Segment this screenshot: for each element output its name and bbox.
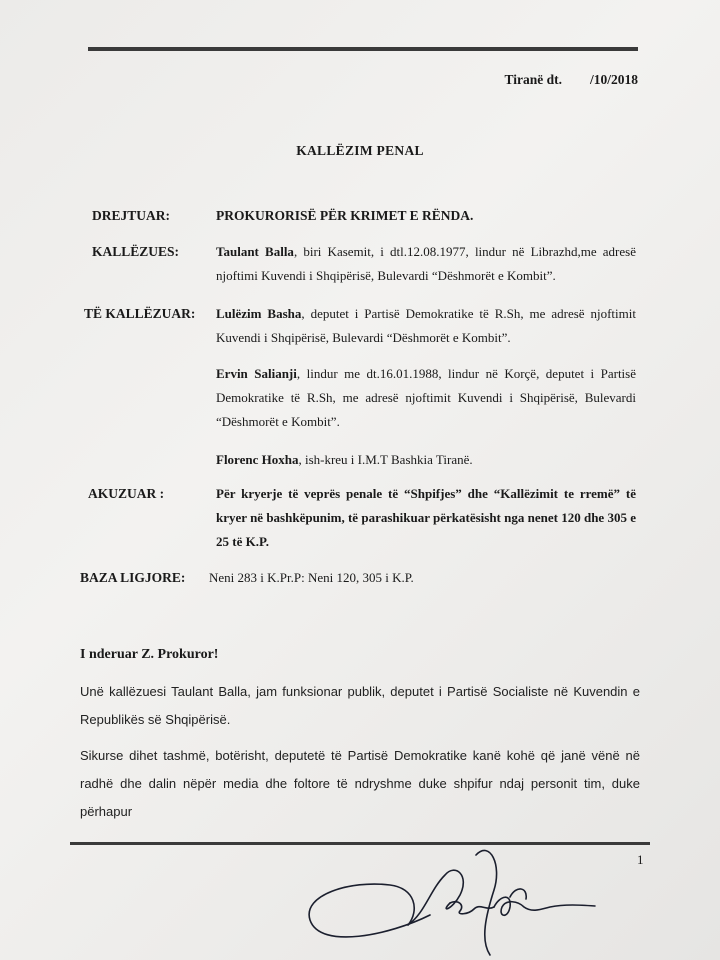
greeting: I nderuar Z. Prokuror! xyxy=(80,647,219,662)
drejtuar-value: PROKURORISË PËR KRIMET E RËNDA. xyxy=(216,208,474,223)
body-paragraph: Sikurse dihet tashmë, botërisht, deputetë të Partisë Demokratike kanë kohë që janë vënë në radhë dhe dalin nëpër media dhe foltore të ndryshme duke shpifur ndaj personit tim, duke përhapur xyxy=(80,748,640,819)
baza-ligjore-label: BAZA LIGJORE: xyxy=(80,570,186,585)
handwritten-signature-icon xyxy=(280,815,600,960)
kallezues-value xyxy=(216,240,636,288)
person-text: , ish-kreu i I.M.T Bashkia Tiranë. xyxy=(298,452,473,467)
person-name: Lulëzim Basha xyxy=(216,306,302,321)
kallezues-label: KALLËZUES: xyxy=(92,244,180,259)
te-kallezuar-label: TË KALLËZUAR: xyxy=(84,306,196,321)
top-rule xyxy=(88,47,638,51)
page-number: 1 xyxy=(637,852,644,867)
te-kallezuar-person-2 xyxy=(216,362,636,434)
kallezues-name: Taulant Balla xyxy=(216,244,294,259)
akuzuar-label: AKUZUAR : xyxy=(88,486,165,501)
te-kallezuar-person-3 xyxy=(216,448,636,472)
document-date: Tiranë dt. /10/2018 xyxy=(504,72,638,87)
kallezues-text: , biri Kasemit, i dtl.12.08.1977, lindur në Librazhd,me adresë njoftimi Kuvendi i Shqipërisë, Bulevardi “Dëshmorët e Kombit”. xyxy=(216,244,636,283)
te-kallezuar-person-1 xyxy=(216,302,636,350)
person-text: , deputet i Partisë Demokratike të R.Sh, me adresë njoftimit Kuvendi i Shqipërisë, Bulevardi “Dëshmorët e Kombit”. xyxy=(216,306,636,345)
document-title: KALLËZIM PENAL xyxy=(296,143,424,158)
baza-ligjore-value: Neni 283 i K.Pr.P: Neni 120, 305 i K.P. xyxy=(209,570,414,585)
person-name: Ervin Salianji xyxy=(216,366,297,381)
akuzuar-value: Për kryerje të veprës penale të “Shpifjes” dhe “Kallëzimit te rremë” të kryer në bashkëpunim, të parashikuar përkatësisht nga nenet 120 dhe 305 e 25 të K.P. xyxy=(216,486,636,549)
person-text: , lindur me dt.16.01.1988, lindur në Korçë, deputet i Partisë Demokratike të R.Sh, me adresë njoftimit Kuvendi i Shqipërisë, Bulevardi “Dëshmorët e Kombit”. xyxy=(216,366,636,429)
body-paragraph: Unë kallëzuesi Taulant Balla, jam funksionar publik, deputet i Partisë Socialiste në Kuvendin e Republikës së Shqipërisë. xyxy=(80,684,640,727)
person-name: Florenc Hoxha xyxy=(216,452,299,467)
drejtuar-label: DREJTUAR: xyxy=(92,208,171,223)
